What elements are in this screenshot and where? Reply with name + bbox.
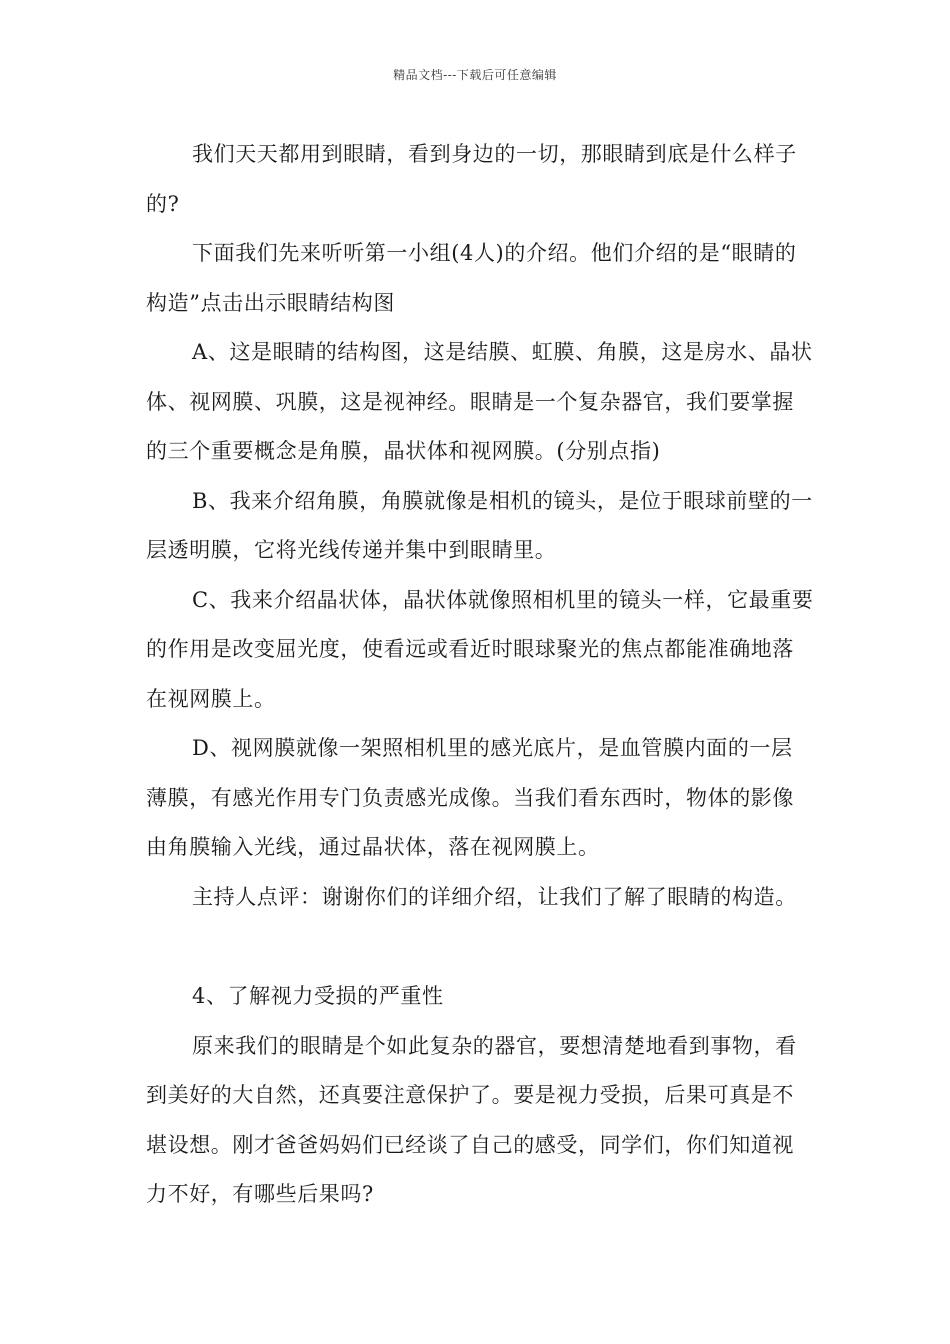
section-spacer <box>146 922 814 972</box>
paragraph-retina: D、视网膜就像一架照相机里的感光底片，是血管膜内面的一层薄膜，有感光作用专门负责感光成像。当我们看东西时，物体的影像由角膜输入光线，通过晶状体，落在视网膜上。 <box>146 736 794 859</box>
section-body: 原来我们的眼睛是个如此复杂的器官，要想清楚地看到事物，看到美好的大自然，还真要注意保护了。要是视力受损，后果可真是不堪设想。刚才爸爸妈妈们已经谈了自己的感受，同学们，你们知道视力不好，有哪些后果吗? <box>146 1033 797 1206</box>
paragraph-lens: C、我来介绍晶状体，晶状体就像照相机里的镜头一样，它最重要的作用是改变屈光度，使看远或看近时眼球聚光的焦点都能准确地落在视网膜上。 <box>146 587 814 711</box>
paragraph-cornea: B、我来介绍角膜，角膜就像是相机的镜头，是位于眼球前壁的一层透明膜，它将光线传递并集中到眼睛里。 <box>146 488 813 562</box>
paragraph-host-comment: 主持人点评：谢谢你们的详细介绍，让我们了解了眼睛的构造。 <box>192 884 797 909</box>
document-body <box>146 130 814 1220</box>
paragraph-eye-structure: A、这是眼睛的结构图，这是结膜、虹膜、角膜，这是房水、晶状体、视网膜、巩膜，这是视神经。眼睛是一个复杂器官，我们要掌握的三个重要概念是角膜，晶状体和视网膜。(分别点指) <box>146 340 813 463</box>
page-header: 精品文档---下载后可任意编辑 <box>393 68 557 82</box>
section-heading: 4、了解视力受损的严重性 <box>192 984 444 1008</box>
paragraph-intro-question: 我们天天都用到眼睛，看到身边的一切，那眼睛到底是什么样子的? <box>146 142 797 216</box>
paragraph-group-intro: 下面我们先来听听第一小组(4人)的介绍。他们介绍的是“眼睛的构造”点击出示眼睛结构图 <box>146 241 797 315</box>
